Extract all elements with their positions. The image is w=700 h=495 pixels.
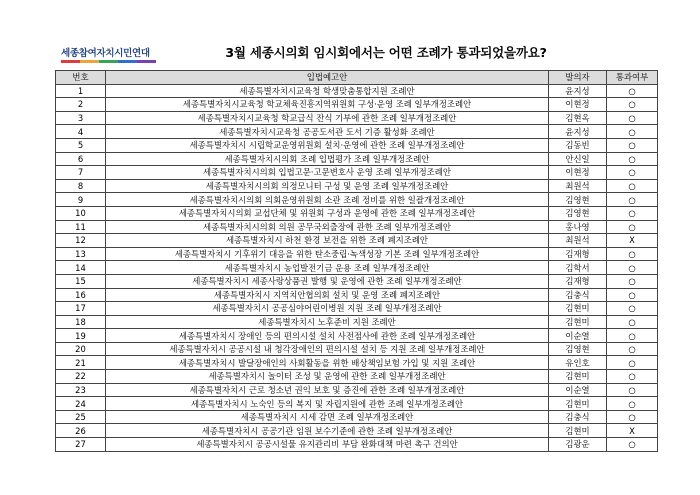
bill-title-cell: 세종특별자치시 노숙인 등의 복지 및 자립지원에 관한 조례 일부개정조례안 (106, 397, 549, 411)
bill-title-cell: 세종특별자치시 농업발전기금 운용 조례 일부개정조례안 (106, 261, 549, 275)
sponsor-cell: 최원석 (549, 234, 607, 248)
bill-title-cell: 세종특별자치시의회 조례 입법평가 조례 일부개정조례안 (106, 152, 549, 166)
number-cell: 1 (56, 84, 106, 98)
table-row (56, 98, 658, 112)
bill-title-cell: 세종특별자치시 공공시설 내 청각장애인의 편의시설 설치 등 지원 조례 일부개정조례안 (106, 342, 549, 356)
column-header-passed: 통과여부 (607, 71, 658, 85)
bill-title-cell: 세종특별자치시의회 의정모니터 구성 및 운영 조례 일부개정조례안 (106, 179, 549, 193)
column-header-number: 번호 (56, 71, 106, 85)
table-row (56, 342, 658, 356)
table-row (56, 138, 658, 152)
sponsor-cell: 안신일 (549, 152, 607, 166)
number-cell: 14 (56, 261, 106, 275)
number-cell: 18 (56, 315, 106, 329)
passed-cell: ○ (607, 342, 658, 356)
number-cell: 16 (56, 288, 106, 302)
table-row (56, 220, 658, 234)
table-row (56, 234, 658, 248)
number-cell: 17 (56, 302, 106, 316)
passed-cell: ○ (607, 193, 658, 207)
sponsor-cell: 김충식 (549, 410, 607, 424)
passed-cell: ○ (607, 438, 658, 452)
table-row (56, 274, 658, 288)
number-cell: 25 (56, 410, 106, 424)
passed-cell: ○ (607, 329, 658, 343)
passed-cell: ○ (607, 152, 658, 166)
number-cell: 5 (56, 138, 106, 152)
passed-cell: ○ (607, 220, 658, 234)
passed-cell: ○ (607, 370, 658, 384)
table-row (56, 438, 658, 452)
table-row (56, 261, 658, 275)
column-header-bill: 입법예고안 (106, 71, 549, 85)
table-row (56, 329, 658, 343)
table-header-row (56, 71, 658, 85)
number-cell: 19 (56, 329, 106, 343)
table-row (56, 315, 658, 329)
number-cell: 24 (56, 397, 106, 411)
bill-title-cell: 세종특별자치시 시세 감면 조례 일부개정조례안 (106, 410, 549, 424)
table-row (56, 84, 658, 98)
sponsor-cell: 이현정 (549, 98, 607, 112)
passed-cell: ○ (607, 138, 658, 152)
sponsor-cell: 유인호 (549, 356, 607, 370)
sponsor-cell: 이현정 (549, 166, 607, 180)
number-cell: 21 (56, 356, 106, 370)
passed-cell: X (607, 234, 658, 248)
table-row (56, 152, 658, 166)
column-header-sponsor: 발의자 (549, 71, 607, 85)
passed-cell: ○ (607, 125, 658, 139)
page-title: 3월 세종시의회 임시회에서는 어떤 조례가 통과되었을까요? (225, 45, 547, 60)
passed-cell: ○ (607, 166, 658, 180)
passed-cell: ○ (607, 261, 658, 275)
passed-cell: ○ (607, 84, 658, 98)
page-header (55, 38, 657, 68)
passed-cell: ○ (607, 397, 658, 411)
table-row (56, 370, 658, 384)
number-cell: 26 (56, 424, 106, 438)
table-row (56, 288, 658, 302)
table-row (56, 193, 658, 207)
bill-title-cell: 세종특별자치시교육청 공공도서관 도서 기증 활성화 조례안 (106, 125, 549, 139)
bill-title-cell: 세종특별자치시 지역치안협의회 설치 및 운영 조례 폐지조례안 (106, 288, 549, 302)
bill-title-cell: 세종특별자치시 놀이터 조성 및 운영에 관한 조례 일부개정조례안 (106, 370, 549, 384)
sponsor-cell: 김영현 (549, 193, 607, 207)
sponsor-cell: 김동빈 (549, 138, 607, 152)
number-cell: 11 (56, 220, 106, 234)
table-row (56, 179, 658, 193)
number-cell: 10 (56, 206, 106, 220)
bill-title-cell: 세종특별자치시 공공시설물 유지관리비 부담 완화대책 마련 촉구 건의안 (106, 438, 549, 452)
passed-cell: ○ (607, 302, 658, 316)
sponsor-cell: 김영현 (549, 342, 607, 356)
table-row (56, 424, 658, 438)
passed-cell: ○ (607, 288, 658, 302)
passed-cell: ○ (607, 356, 658, 370)
passed-cell: ○ (607, 98, 658, 112)
number-cell: 20 (56, 342, 106, 356)
sponsor-cell: 김재형 (549, 274, 607, 288)
number-cell: 2 (56, 98, 106, 112)
bill-title-cell: 세종특별자치시 발달장애인의 사회활동을 위한 배상책임보험 가입 및 지원 조례안 (106, 356, 549, 370)
sponsor-cell: 김현미 (549, 315, 607, 329)
number-cell: 12 (56, 234, 106, 248)
table-row (56, 166, 658, 180)
sponsor-cell: 윤지성 (549, 125, 607, 139)
bill-title-cell: 세종특별자치시 시립학교운영위원회 설치·운영에 관한 조례 일부개정조례안 (106, 138, 549, 152)
bill-title-cell: 세종특별자치시교육청 학교급식 잔식 기부에 관한 조례 일부개정조례안 (106, 111, 549, 125)
bill-title-cell: 세종특별자치시교육청 학생맞춤통합지원 조례안 (106, 84, 549, 98)
bill-title-cell: 세종특별자치시 기후위기 대응을 위한 탄소중립·녹색성장 기본 조례 일부개정조례안 (106, 247, 549, 261)
passed-cell: ○ (607, 206, 658, 220)
number-cell: 3 (56, 111, 106, 125)
table-row (56, 397, 658, 411)
number-cell: 22 (56, 370, 106, 384)
sponsor-cell: 김학서 (549, 261, 607, 275)
passed-cell: ○ (607, 410, 658, 424)
bill-title-cell: 세종특별자치시의회 의회운영위원회 소관 조례 정비를 위한 일괄개정조례안 (106, 193, 549, 207)
sponsor-cell: 김현미 (549, 302, 607, 316)
passed-cell: X (607, 424, 658, 438)
number-cell: 13 (56, 247, 106, 261)
number-cell: 23 (56, 383, 106, 397)
table-row (56, 410, 658, 424)
passed-cell: ○ (607, 383, 658, 397)
sponsor-cell: 김재형 (549, 247, 607, 261)
sponsor-cell: 김현미 (549, 424, 607, 438)
sponsor-cell: 김현미 (549, 370, 607, 384)
number-cell: 8 (56, 179, 106, 193)
organization-logo: 세종참여자치시민연대 (61, 48, 150, 59)
bill-title-cell: 세종특별자치시교육청 학교체육진흥지역위원회 구성·운영 조례 일부개정조례안 (106, 98, 549, 112)
bill-title-cell: 세종특별자치시 노후준비 지원 조례안 (106, 315, 549, 329)
table-row (56, 356, 658, 370)
passed-cell: ○ (607, 247, 658, 261)
sponsor-cell: 김현옥 (549, 111, 607, 125)
sponsor-cell: 김충식 (549, 288, 607, 302)
sponsor-cell: 윤지성 (549, 84, 607, 98)
number-cell: 7 (56, 166, 106, 180)
sponsor-cell: 최원석 (549, 179, 607, 193)
bill-title-cell: 세종특별자치시 근로 청소년 권익 보호 및 증진에 관한 조례 일부개정조례안 (106, 383, 549, 397)
passed-cell: ○ (607, 315, 658, 329)
sponsor-cell: 이순열 (549, 383, 607, 397)
sponsor-cell: 홍나영 (549, 220, 607, 234)
number-cell: 27 (56, 438, 106, 452)
passed-cell: ○ (607, 274, 658, 288)
bill-title-cell: 세종특별자치시의회 의원 공무국외출장에 관한 조례 일부개정조례안 (106, 220, 549, 234)
table-row (56, 302, 658, 316)
number-cell: 6 (56, 152, 106, 166)
number-cell: 15 (56, 274, 106, 288)
bill-title-cell: 세종특별자치시의회 교섭단체 및 위원회 구성과 운영에 관한 조례 일부개정조례안 (106, 206, 549, 220)
number-cell: 4 (56, 125, 106, 139)
number-cell: 9 (56, 193, 106, 207)
table-row (56, 111, 658, 125)
table-body (56, 84, 658, 451)
passed-cell: ○ (607, 179, 658, 193)
table-row (56, 383, 658, 397)
ordinance-table (55, 70, 658, 452)
bill-title-cell: 세종특별자치시 공공심야어린이병원 지원 조례 일부개정조례안 (106, 302, 549, 316)
bill-title-cell: 세종특별자치시 세종사랑상품권 발행 및 운영에 관한 조례 일부개정조례안 (106, 274, 549, 288)
sponsor-cell: 이순열 (549, 329, 607, 343)
bill-title-cell: 세종특별자치시 장애인 등의 편의시설 설치 사전점사에 관한 조례 일부개정조례안 (106, 329, 549, 343)
sponsor-cell: 김광운 (549, 438, 607, 452)
sponsor-cell: 김현미 (549, 397, 607, 411)
bill-title-cell: 세종특별자치시 공공기관 임원 보수기준에 관한 조례 일부개정조례안 (106, 424, 549, 438)
bill-title-cell: 세종특별자치시의회 입법고문·고문변호사 운영 조례 일부개정조례안 (106, 166, 549, 180)
passed-cell: ○ (607, 111, 658, 125)
table-row (56, 247, 658, 261)
table-row (56, 206, 658, 220)
bill-title-cell: 세종특별자치시 하천 환경 보전을 위한 조례 폐지조례안 (106, 234, 549, 248)
sponsor-cell: 김영현 (549, 206, 607, 220)
table-row (56, 125, 658, 139)
